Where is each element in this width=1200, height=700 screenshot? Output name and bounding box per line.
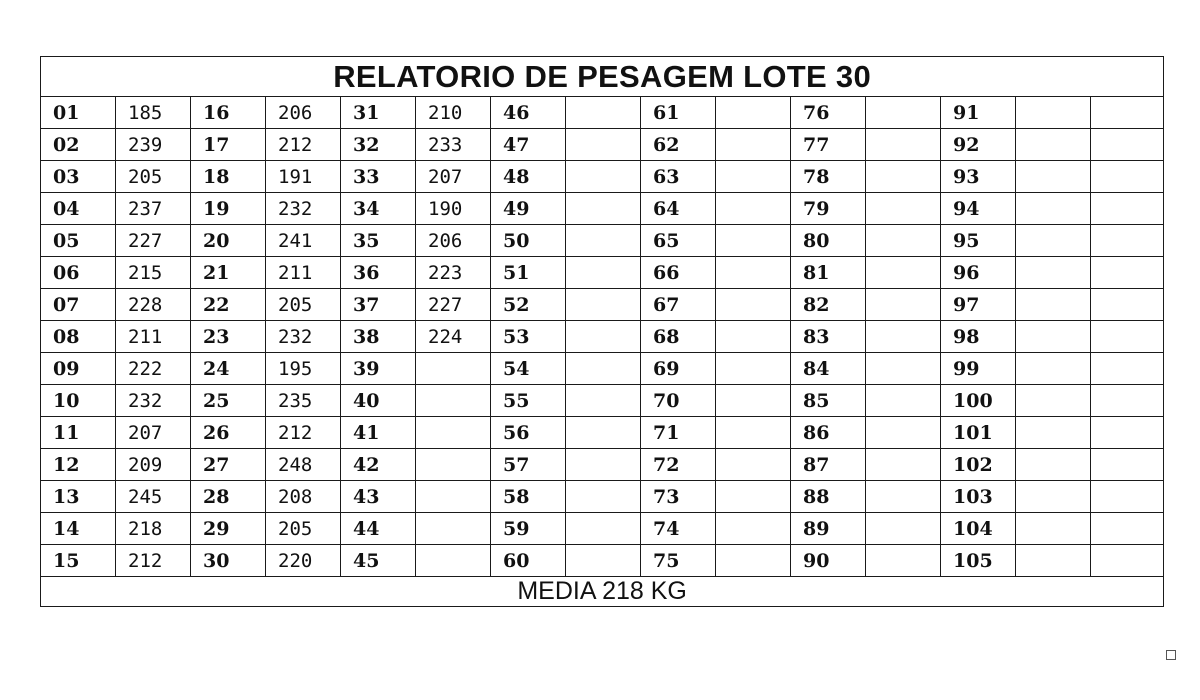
animal-number-cell: 70 [641,385,716,417]
weight-value-cell [716,353,791,385]
table-row [41,417,1164,449]
animal-number-cell: 97 [941,289,1016,321]
weight-value-cell [566,193,641,225]
weight-value-cell: 205 [116,161,191,193]
weight-value-cell: 228 [116,289,191,321]
animal-number-cell: 16 [191,97,266,129]
animal-number-cell: 14 [41,513,116,545]
animal-number-cell: 102 [941,449,1016,481]
animal-number-cell: 67 [641,289,716,321]
animal-number-cell: 71 [641,417,716,449]
weight-value-cell [566,513,641,545]
weight-value-cell [716,321,791,353]
weight-value-cell: 190 [416,193,491,225]
animal-number-cell: 103 [941,481,1016,513]
animal-number-cell: 64 [641,193,716,225]
animal-number-cell: 63 [641,161,716,193]
animal-number-cell: 10 [41,385,116,417]
animal-number-cell: 34 [341,193,416,225]
weight-value-cell [1016,321,1091,353]
animal-number-cell: 98 [941,321,1016,353]
weight-value-cell [716,129,791,161]
weight-value-cell [1016,353,1091,385]
weight-value-cell: 205 [266,513,341,545]
animal-number-cell: 23 [191,321,266,353]
weight-value-cell [566,161,641,193]
animal-number-cell: 30 [191,545,266,577]
weight-value-cell [866,545,941,577]
animal-number-cell: 91 [941,97,1016,129]
empty-cell [1091,481,1164,513]
weight-value-cell: 223 [416,257,491,289]
animal-number-cell: 15 [41,545,116,577]
animal-number-cell: 80 [791,225,866,257]
animal-number-cell: 105 [941,545,1016,577]
weight-value-cell: 235 [266,385,341,417]
empty-cell [1091,321,1164,353]
weight-value-cell [866,193,941,225]
empty-cell [1091,129,1164,161]
weight-value-cell [416,481,491,513]
weight-value-cell [566,481,641,513]
weight-value-cell [866,225,941,257]
table-row [41,257,1164,289]
weight-value-cell [1016,225,1091,257]
animal-number-cell: 55 [491,385,566,417]
table-row [41,161,1164,193]
weight-value-cell [716,257,791,289]
animal-number-cell: 95 [941,225,1016,257]
empty-cell [1091,385,1164,417]
weight-value-cell [1016,545,1091,577]
animal-number-cell: 54 [491,353,566,385]
weight-value-cell [566,385,641,417]
weight-value-cell [1016,449,1091,481]
animal-number-cell: 32 [341,129,416,161]
footer-row [41,577,1164,607]
animal-number-cell: 20 [191,225,266,257]
weight-value-cell: 222 [116,353,191,385]
title-row [41,57,1164,97]
empty-cell [1091,353,1164,385]
weight-value-cell [1016,513,1091,545]
animal-number-cell: 05 [41,225,116,257]
animal-number-cell: 86 [791,417,866,449]
animal-number-cell: 51 [491,257,566,289]
weight-value-cell [716,513,791,545]
animal-number-cell: 92 [941,129,1016,161]
empty-cell [1091,161,1164,193]
weight-value-cell [566,97,641,129]
animal-number-cell: 21 [191,257,266,289]
animal-number-cell: 49 [491,193,566,225]
animal-number-cell: 83 [791,321,866,353]
weight-value-cell [866,289,941,321]
animal-number-cell: 25 [191,385,266,417]
weight-value-cell [566,129,641,161]
animal-number-cell: 101 [941,417,1016,449]
animal-number-cell: 88 [791,481,866,513]
table-row [41,129,1164,161]
weight-value-cell [866,449,941,481]
animal-number-cell: 81 [791,257,866,289]
animal-number-cell: 90 [791,545,866,577]
animal-number-cell: 22 [191,289,266,321]
animal-number-cell: 39 [341,353,416,385]
weight-value-cell: 211 [116,321,191,353]
weight-value-cell: 209 [116,449,191,481]
weight-value-cell: 205 [266,289,341,321]
table-row [41,449,1164,481]
report-title: RELATORIO DE PESAGEM LOTE 30 [41,57,1164,97]
empty-cell [1091,513,1164,545]
animal-number-cell: 45 [341,545,416,577]
weight-value-cell [866,161,941,193]
animal-number-cell: 02 [41,129,116,161]
animal-number-cell: 38 [341,321,416,353]
animal-number-cell: 73 [641,481,716,513]
weight-value-cell [1016,385,1091,417]
weight-value-cell [716,289,791,321]
animal-number-cell: 01 [41,97,116,129]
animal-number-cell: 28 [191,481,266,513]
weight-value-cell [566,353,641,385]
animal-number-cell: 29 [191,513,266,545]
weight-value-cell: 206 [266,97,341,129]
weight-value-cell: 227 [416,289,491,321]
weight-value-cell: 207 [416,161,491,193]
table-row [41,385,1164,417]
empty-cell [1091,545,1164,577]
table-row [41,353,1164,385]
animal-number-cell: 66 [641,257,716,289]
weight-value-cell: 211 [266,257,341,289]
animal-number-cell: 31 [341,97,416,129]
animal-number-cell: 07 [41,289,116,321]
weight-value-cell: 207 [116,417,191,449]
animal-number-cell: 27 [191,449,266,481]
table-row [41,193,1164,225]
weight-value-cell [566,289,641,321]
animal-number-cell: 61 [641,97,716,129]
weight-value-cell: 185 [116,97,191,129]
weight-value-cell: 237 [116,193,191,225]
animal-number-cell: 53 [491,321,566,353]
weight-value-cell: 215 [116,257,191,289]
weight-value-cell [566,545,641,577]
weight-value-cell [866,385,941,417]
animal-number-cell: 60 [491,545,566,577]
animal-number-cell: 19 [191,193,266,225]
animal-number-cell: 09 [41,353,116,385]
weight-value-cell: 218 [116,513,191,545]
weight-value-cell [416,417,491,449]
animal-number-cell: 44 [341,513,416,545]
empty-cell [1091,225,1164,257]
animal-number-cell: 59 [491,513,566,545]
weight-value-cell [866,321,941,353]
animal-number-cell: 77 [791,129,866,161]
weight-value-cell [716,449,791,481]
empty-cell [1091,193,1164,225]
animal-number-cell: 74 [641,513,716,545]
weight-value-cell: 208 [266,481,341,513]
weight-value-cell: 206 [416,225,491,257]
animal-number-cell: 62 [641,129,716,161]
animal-number-cell: 76 [791,97,866,129]
animal-number-cell: 46 [491,97,566,129]
weight-value-cell [1016,129,1091,161]
animal-number-cell: 36 [341,257,416,289]
empty-cell [1091,257,1164,289]
weight-value-cell: 195 [266,353,341,385]
animal-number-cell: 08 [41,321,116,353]
animal-number-cell: 79 [791,193,866,225]
animal-number-cell: 69 [641,353,716,385]
weight-value-cell: 210 [416,97,491,129]
weight-value-cell: 245 [116,481,191,513]
weight-value-cell: 232 [266,193,341,225]
weight-value-cell [716,97,791,129]
weight-value-cell: 232 [266,321,341,353]
animal-number-cell: 57 [491,449,566,481]
animal-number-cell: 04 [41,193,116,225]
weight-value-cell [1016,97,1091,129]
animal-number-cell: 11 [41,417,116,449]
weight-value-cell: 233 [416,129,491,161]
animal-number-cell: 58 [491,481,566,513]
weight-value-cell [1016,289,1091,321]
animal-number-cell: 65 [641,225,716,257]
weight-value-cell: 220 [266,545,341,577]
animal-number-cell: 03 [41,161,116,193]
animal-number-cell: 37 [341,289,416,321]
weight-value-cell [866,481,941,513]
animal-number-cell: 33 [341,161,416,193]
weight-value-cell [416,385,491,417]
weight-value-cell: 191 [266,161,341,193]
table-row [41,97,1164,129]
weight-value-cell [566,225,641,257]
table-row [41,321,1164,353]
animal-number-cell: 35 [341,225,416,257]
animal-number-cell: 06 [41,257,116,289]
weight-value-cell: 212 [266,417,341,449]
animal-number-cell: 87 [791,449,866,481]
table-row [41,513,1164,545]
weight-value-cell [416,513,491,545]
weight-value-cell [1016,193,1091,225]
table-row [41,225,1164,257]
animal-number-cell: 52 [491,289,566,321]
weight-value-cell: 212 [266,129,341,161]
weight-value-cell [416,353,491,385]
animal-number-cell: 89 [791,513,866,545]
animal-number-cell: 43 [341,481,416,513]
animal-number-cell: 100 [941,385,1016,417]
animal-number-cell: 47 [491,129,566,161]
weight-value-cell [416,545,491,577]
animal-number-cell: 75 [641,545,716,577]
weight-value-cell [416,449,491,481]
animal-number-cell: 42 [341,449,416,481]
animal-number-cell: 26 [191,417,266,449]
weight-value-cell: 232 [116,385,191,417]
empty-cell [1091,289,1164,321]
table-row [41,289,1164,321]
weight-value-cell [716,193,791,225]
weight-value-cell [716,481,791,513]
table-resize-handle[interactable] [1166,650,1176,660]
animal-number-cell: 82 [791,289,866,321]
weight-value-cell [866,257,941,289]
weight-value-cell: 212 [116,545,191,577]
animal-number-cell: 84 [791,353,866,385]
animal-number-cell: 17 [191,129,266,161]
animal-number-cell: 99 [941,353,1016,385]
weight-value-cell: 248 [266,449,341,481]
animal-number-cell: 72 [641,449,716,481]
weight-value-cell: 227 [116,225,191,257]
animal-number-cell: 68 [641,321,716,353]
animal-number-cell: 96 [941,257,1016,289]
weight-value-cell [716,161,791,193]
weight-value-cell: 239 [116,129,191,161]
weight-value-cell [1016,417,1091,449]
empty-cell [1091,449,1164,481]
weight-value-cell: 224 [416,321,491,353]
animal-number-cell: 93 [941,161,1016,193]
weight-value-cell [866,97,941,129]
weight-value-cell [866,353,941,385]
animal-number-cell: 50 [491,225,566,257]
table-row [41,545,1164,577]
animal-number-cell: 40 [341,385,416,417]
weight-value-cell [566,417,641,449]
weight-value-cell [716,417,791,449]
weight-value-cell [566,321,641,353]
weight-value-cell [1016,481,1091,513]
animal-number-cell: 18 [191,161,266,193]
animal-number-cell: 104 [941,513,1016,545]
weight-value-cell [1016,257,1091,289]
weighing-report-table [40,56,1164,607]
weight-value-cell [566,449,641,481]
animal-number-cell: 13 [41,481,116,513]
animal-number-cell: 48 [491,161,566,193]
empty-cell [1091,97,1164,129]
weight-value-cell [1016,161,1091,193]
animal-number-cell: 41 [341,417,416,449]
weight-value-cell [866,513,941,545]
weight-value-cell [716,225,791,257]
weight-value-cell: 241 [266,225,341,257]
table-row [41,481,1164,513]
weight-value-cell [566,257,641,289]
animal-number-cell: 94 [941,193,1016,225]
animal-number-cell: 85 [791,385,866,417]
empty-cell [1091,417,1164,449]
weight-value-cell [866,129,941,161]
weight-value-cell [716,545,791,577]
animal-number-cell: 78 [791,161,866,193]
animal-number-cell: 24 [191,353,266,385]
animal-number-cell: 56 [491,417,566,449]
weight-value-cell [716,385,791,417]
animal-number-cell: 12 [41,449,116,481]
average-weight-label: MEDIA 218 KG [41,577,1164,607]
weight-value-cell [866,417,941,449]
